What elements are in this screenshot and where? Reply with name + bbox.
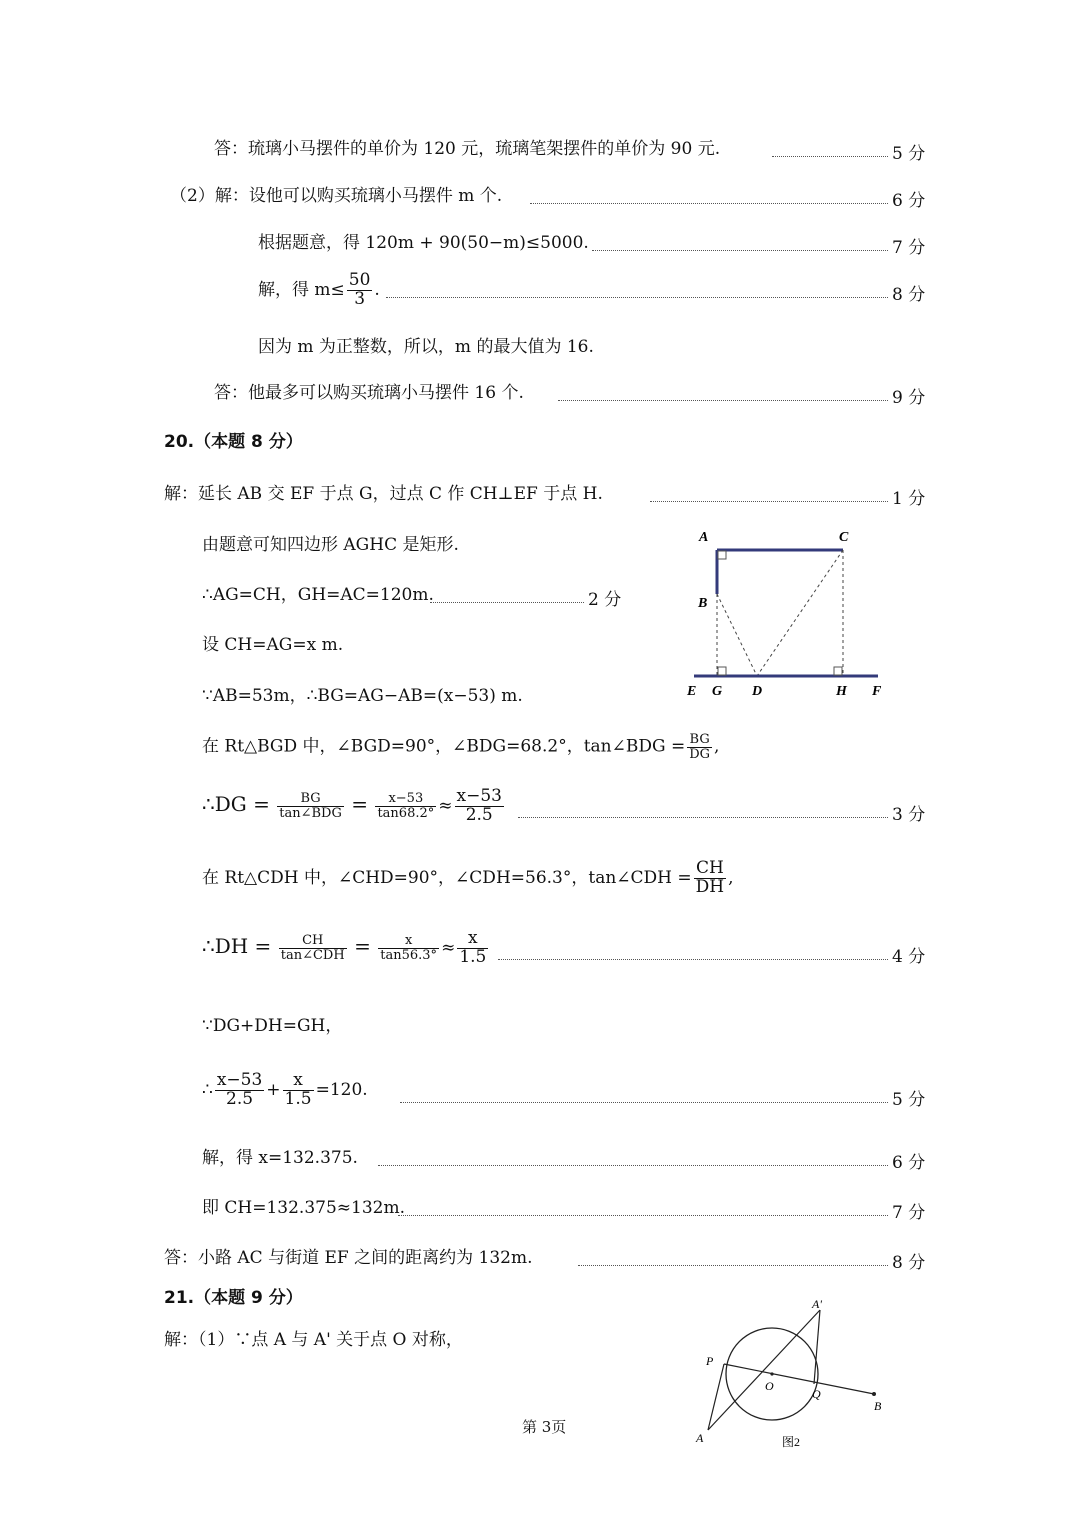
numerator: x xyxy=(457,930,488,949)
denominator: tan56.3° xyxy=(380,947,438,963)
fraction xyxy=(347,272,373,309)
text: + xyxy=(266,1079,281,1100)
denominator: 1.5 xyxy=(284,1088,312,1109)
numerator: x−53 xyxy=(375,792,436,807)
point-label-B: B xyxy=(874,1399,882,1413)
fraction xyxy=(457,930,488,967)
denominator: DG xyxy=(689,746,711,762)
inequality-line: 根据题意，得 120m + 90(50−m)≤5000. xyxy=(258,233,589,253)
answer-line-price: 答：琉璃小马摆件的单价为 120 元，琉璃笔架摆件的单价为 90 元. xyxy=(214,139,721,159)
leader-dots xyxy=(530,203,888,204)
text: ∴DH = xyxy=(202,933,272,958)
fraction xyxy=(375,792,436,820)
solution-step-4: 设 CH=AG=x m. xyxy=(202,635,344,655)
fraction xyxy=(277,792,344,820)
solution-step-1: 解：延长 AB 交 EF 于点 G，过点 C 作 CH⊥EF 于点 H. xyxy=(164,484,603,504)
point-label-B: B xyxy=(698,596,708,611)
numerator: CH xyxy=(279,934,347,949)
solution-part2: （2）解：设他可以购买琉璃小马摆件 m 个. xyxy=(170,186,503,206)
denominator: tan∠BDG xyxy=(279,805,342,821)
solution-step-8 xyxy=(202,860,734,897)
text: 解，得 m≤ xyxy=(258,279,345,300)
fraction xyxy=(283,1072,314,1109)
leader-dots xyxy=(592,250,888,251)
point-label-A: A xyxy=(699,530,709,545)
solution-step-12: 解，得 x=132.375. xyxy=(202,1148,358,1168)
denominator: 2.5 xyxy=(226,1088,254,1109)
score: 3 分 xyxy=(892,805,926,825)
solution-step-7 xyxy=(202,788,506,825)
leader-dots xyxy=(498,959,888,960)
numerator: CH xyxy=(694,860,726,879)
score: 2 分 xyxy=(588,590,622,610)
solution-21-step-1: 解：（1）∵点 A 与 A' 关于点 O 对称， xyxy=(164,1330,463,1350)
fraction xyxy=(694,860,726,897)
solution-step-10: ∵DG+DH=GH， xyxy=(202,1016,343,1036)
fraction xyxy=(455,788,504,825)
segment-AA1 xyxy=(708,1310,820,1430)
fraction xyxy=(215,1072,264,1109)
right-angle-mark xyxy=(834,667,842,675)
question-20-heading: 20.（本题 8 分） xyxy=(164,432,303,452)
text: , xyxy=(728,867,734,888)
numerator: BG xyxy=(687,733,712,748)
right-angle-mark xyxy=(718,551,726,559)
text: ∴DG = xyxy=(202,791,270,816)
geometry-figure-rectangle xyxy=(680,522,890,704)
text: ∴ xyxy=(202,1079,213,1100)
point-label-A-prime: A' xyxy=(812,1297,822,1311)
solution-step-2: 由题意可知四边形 AGHC 是矩形. xyxy=(202,535,459,555)
solution-step-5: ∵AB=53m，∴BG=AG−AB=(x−53) m. xyxy=(202,686,523,706)
leader-dots xyxy=(772,156,888,157)
segment-BD xyxy=(717,594,757,676)
solution-step-13: 即 CH=132.375≈132m. xyxy=(202,1198,405,1218)
text: =120. xyxy=(315,1079,368,1100)
score: 7 分 xyxy=(892,1203,926,1223)
point-label-C: C xyxy=(839,530,849,545)
point-label-D: D xyxy=(752,684,763,699)
text: = xyxy=(351,791,369,816)
numerator: 50 xyxy=(348,270,371,290)
figure-caption: 图2 xyxy=(782,1435,801,1449)
numerator: BG xyxy=(277,792,344,807)
leader-dots xyxy=(578,1265,888,1266)
final-answer-20: 答：小路 AC 与街道 EF 之间的距离约为 132m. xyxy=(164,1248,533,1268)
text: = xyxy=(354,933,371,958)
score: 1 分 xyxy=(892,489,926,509)
solution-step-9 xyxy=(202,930,490,967)
page-number: 第 3页 xyxy=(522,1418,567,1436)
score: 5 分 xyxy=(892,144,926,164)
point-label-P: P xyxy=(706,1354,714,1368)
point-label-E: E xyxy=(687,684,697,699)
numerator: x xyxy=(378,934,439,949)
point-label-G: G xyxy=(712,684,723,699)
point-label-O: O xyxy=(765,1379,774,1393)
point-O xyxy=(770,1372,773,1375)
text: ≈ xyxy=(438,795,453,816)
leader-dots xyxy=(558,400,888,401)
leader-dots xyxy=(386,297,888,298)
point-label-F: F xyxy=(872,684,882,699)
integer-conclusion: 因为 m 为正整数，所以，m 的最大值为 16. xyxy=(258,337,594,357)
score: 7 分 xyxy=(892,238,926,258)
solution-step-6 xyxy=(202,733,719,761)
inequality-solution xyxy=(258,272,380,309)
leader-dots xyxy=(650,501,888,502)
score: 8 分 xyxy=(892,1253,926,1273)
solution-step-3: ∴AG=CH，GH=AC=120m. xyxy=(202,585,434,605)
solution-step-11 xyxy=(202,1072,368,1109)
segment-CD xyxy=(757,550,843,676)
question-21-heading: 21.（本题 9 分） xyxy=(164,1288,303,1308)
text: 在 Rt△CDH 中，∠CHD=90°，∠CDH=56.3°，tan∠CDH = xyxy=(202,867,692,888)
fraction xyxy=(687,733,712,761)
score: 6 分 xyxy=(892,191,926,211)
score: 5 分 xyxy=(892,1090,926,1110)
segment-A1Q xyxy=(814,1310,820,1384)
text: 在 Rt△BGD 中，∠BGD=90°，∠BDG=68.2°，tan∠BDG = xyxy=(202,736,686,757)
leader-dots xyxy=(378,1165,888,1166)
score: 9 分 xyxy=(892,388,926,408)
point-label-A: A xyxy=(696,1431,704,1445)
right-angle-mark xyxy=(718,667,726,675)
score: 6 分 xyxy=(892,1153,926,1173)
fraction xyxy=(378,934,439,962)
numerator: x−53 xyxy=(456,786,502,806)
text: ≈ xyxy=(441,937,456,958)
fraction xyxy=(279,934,347,962)
leader-dots xyxy=(518,817,888,818)
denominator: DH xyxy=(695,876,725,897)
denominator: 2.5 xyxy=(465,804,493,825)
leader-dots xyxy=(400,1102,888,1103)
numerator: x−53 xyxy=(216,1070,263,1090)
score: 8 分 xyxy=(892,285,926,305)
answer-line-max: 答：他最多可以购买琉璃小马摆件 16 个. xyxy=(214,383,524,403)
denominator: tan∠CDH xyxy=(280,947,345,963)
denominator: 3 xyxy=(354,288,366,309)
point-label-Q: Q xyxy=(812,1387,821,1401)
numerator: x xyxy=(283,1072,314,1091)
denominator: tan68.2° xyxy=(377,805,435,821)
score: 4 分 xyxy=(892,947,926,967)
leader-dots xyxy=(398,1215,888,1216)
geometry-figure-circle xyxy=(690,1294,900,1456)
leader-dots xyxy=(430,602,584,603)
denominator: 1.5 xyxy=(459,946,487,967)
point-label-H: H xyxy=(836,684,847,699)
text: . xyxy=(374,279,380,300)
point-B xyxy=(872,1392,876,1396)
segment-AP xyxy=(708,1364,724,1430)
text: , xyxy=(714,736,720,757)
